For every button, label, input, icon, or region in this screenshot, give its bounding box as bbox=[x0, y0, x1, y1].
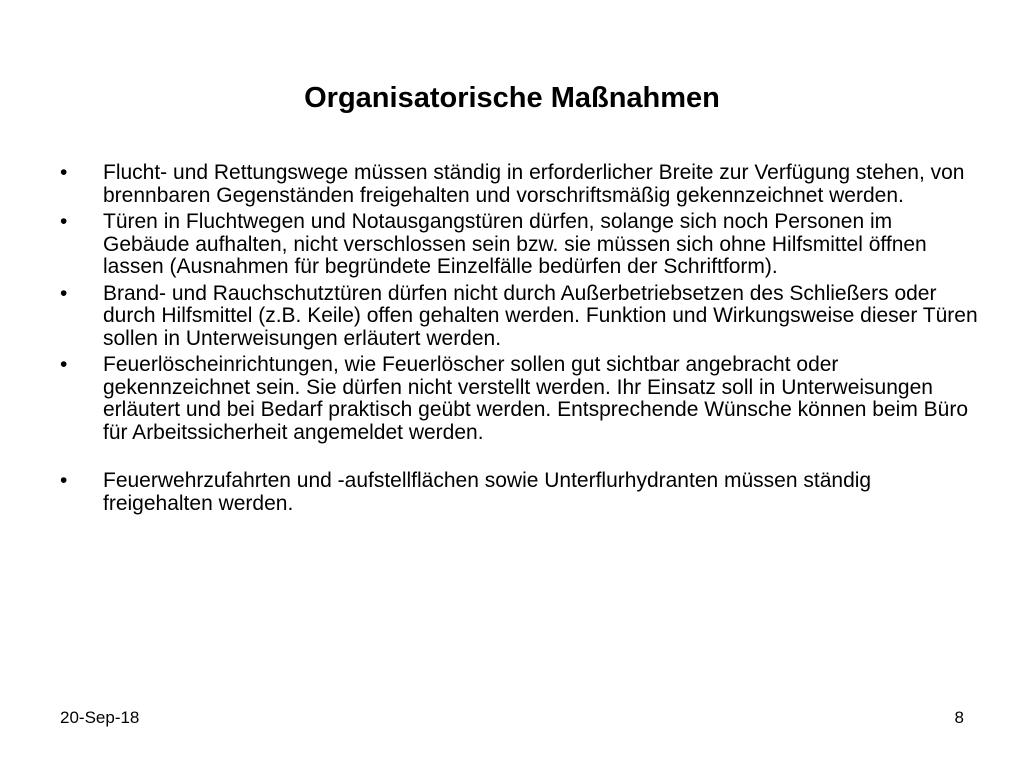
bullet-list bbox=[60, 162, 980, 519]
bullet-text: Brand- und Rauchschutztüren dürfen nicht durch Außerbetriebsetzen des Schließers oder durch Hilfsmittel (z.B. Keile) offen gehalten werden. Funktion und Wirkungsweise dieser Türen sollen in Unterweisungen erläutert werden. bbox=[103, 281, 978, 350]
bullet-mark: • bbox=[60, 161, 68, 184]
bullet-mark: • bbox=[60, 281, 68, 305]
bullet-item-escape-routes bbox=[60, 162, 980, 207]
bullet-mark: • bbox=[60, 353, 68, 376]
bullet-item-emergency-doors bbox=[60, 211, 980, 279]
footer-page-number: 8 bbox=[954, 708, 964, 727]
bullet-mark: • bbox=[60, 210, 68, 233]
bullet-mark: • bbox=[60, 469, 68, 492]
bullet-item-fire-doors bbox=[60, 283, 980, 351]
slide-title: Organisatorische Maßnahmen bbox=[304, 82, 720, 114]
bullet-text: Türen in Fluchtwegen und Notausgangstüren dürfen, solange sich noch Personen im Gebäude aufhalten, nicht verschlossen sein bzw. sie müssen sich ohne Hilfsmittel öffnen lassen (Ausnahmen für begründete Einzelfälle bedürfen der Schriftform). bbox=[103, 210, 927, 278]
bullet-text: Feuerlöscheinrichtungen, wie Feuerlöscher sollen gut sichtbar angebracht oder gekennzeichnet sein. Sie dürfen nicht verstellt werden. Ihr Einsatz soll in Unterweisungen erläutert und bei Bedarf praktisch geübt werden. Entsprechende Wünsche können beim Büro für Arbeitssicherheit angemeldet werden. bbox=[103, 353, 969, 444]
bullet-item-fire-access-routes bbox=[60, 470, 980, 515]
bullet-text: Feuerwehrzufahrten und -aufstellflächen sowie Unterflurhydranten müssen ständig freigehalten werden. bbox=[103, 469, 872, 515]
bullet-item-fire-extinguishers bbox=[60, 354, 980, 444]
bullet-text: Flucht- und Rettungswege müssen ständig in erforderlicher Breite zur Verfügung stehen, von brennbaren Gegenständen freigehalten und vorschriftsmäßig gekennzeichnet werden. bbox=[103, 161, 965, 207]
footer-date: 20-Sep-18 bbox=[60, 708, 140, 727]
